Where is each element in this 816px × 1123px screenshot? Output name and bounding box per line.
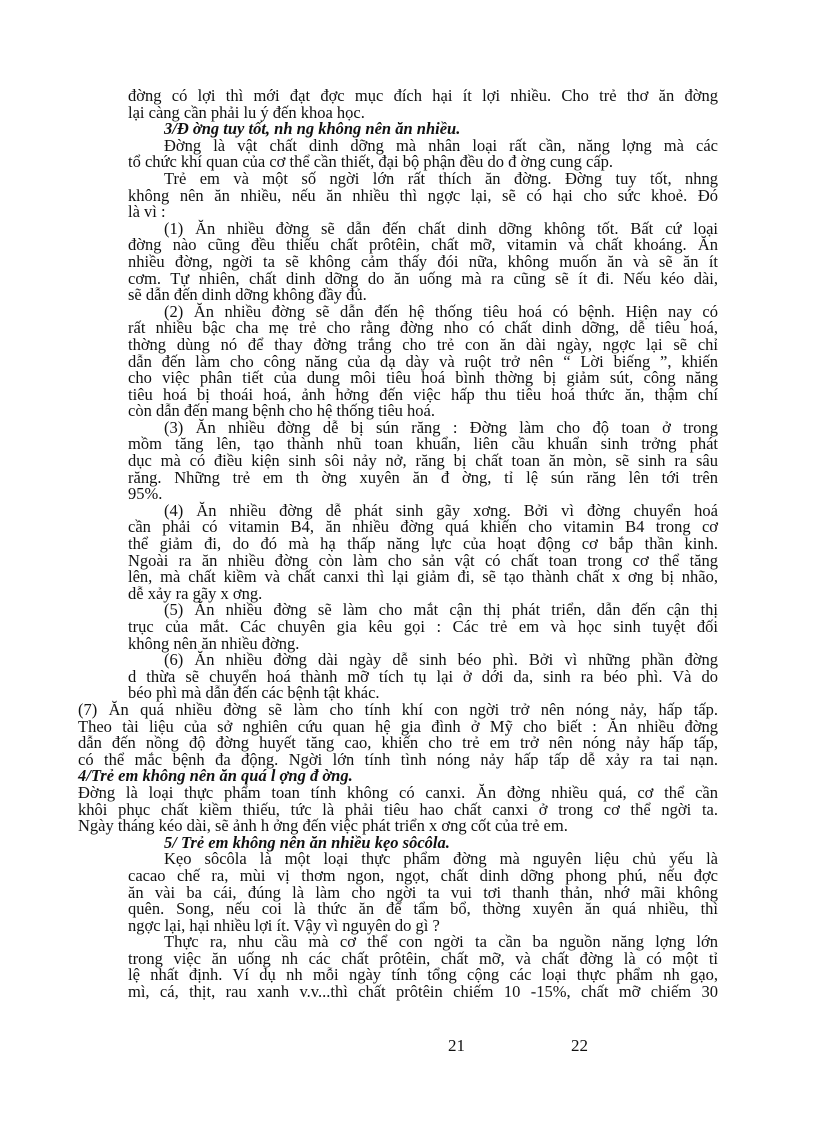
text-line: cần phải có vitamin B4, ăn nhiều đờng quá khiến cho vitamin B4 trong cơ <box>128 517 718 537</box>
text-line: béo phì mà dẫn đến các bệnh tật khác. <box>128 683 380 703</box>
text-line: đờng có lợi thì mới đạt đợc mục đích hại ít lợi nhiều. Cho trẻ thơ ăn đờng <box>128 86 718 105</box>
text-body <box>78 86 718 1002</box>
text-line: (3) Ăn nhiều đờng dễ bị sún răng : Đờng làm cho độ toan ở trong <box>164 417 718 437</box>
text-line: (2) Ăn nhiều đờng sẽ dẫn đến hệ thống tiêu hoá có bệnh. Hiện nay có <box>164 301 718 321</box>
text-line: dẫn đến làm cho công năng của dạ dày và ruột trở nên “ Lời biếng ”, khiến <box>128 351 718 371</box>
page-number-right: 22 <box>571 1036 588 1055</box>
text-line: Trẻ em và một số ngời lớn rất thích ăn đờng. Đờng tuy tốt, nhng <box>164 168 718 188</box>
text-line: Đờng là vật chất dinh dỡng mà nhân loại rất cần, năng lợng mà các <box>164 135 718 155</box>
text-line: dẫn đến nồng độ đờng huyết tăng cao, khiến cho trẻ em trở nên nóng nảy hấp tấp, <box>78 733 718 753</box>
text-line: nhiều đờng, ngời ta sẽ không cảm thấy đói nữa, không muốn ăn và sẽ ăn ít <box>128 251 718 271</box>
text-line: quên. Song, nếu coi là thức ăn để tẩm bổ, thờng xuyên ăn quá nhiều, thì <box>128 899 718 919</box>
text-line: mồm tăng lên, tạo thành nhũ toan khuẩn, liên cầu khuẩn sinh trởng phát <box>128 434 718 454</box>
text-line: thể giảm đi, do đó mà hạ thấp năng lực của hoạt động cơ bắp thần kinh. <box>128 534 718 554</box>
text-line: cơm. Tự nhiên, chất dinh dỡng do ăn uống mà ra cũng sẽ ít đi. Nếu kéo dài, <box>128 268 718 288</box>
text-line: khôi phục chất kiềm thiếu, tức là phải tiêu hao chất canxi ở trong cơ thể ngời ta. <box>78 799 718 819</box>
text-line: Ngoài ra ăn nhiều đờng còn làm cho sản vật có chất toan trong cơ thể tăng <box>128 550 718 570</box>
text-line: trục của mắt. Các chuyên gia kêu gọi : Các trẻ em và học sinh tuyệt đối <box>128 617 718 636</box>
section-heading: 3/Đ ờng tuy tốt, nh ng không nên ăn nhiều. <box>164 119 461 139</box>
text-line: trong việc ăn uống nh các chất prôtêin, chất mỡ, và chất đờng là có một tỉ <box>128 948 718 968</box>
text-line: ăn vài ba cái, đúng là làm cho ngời ta vui tơi thanh thản, nhớ mãi không <box>128 882 718 902</box>
text-line: tổ chức khí quan của cơ thể cần thiết, đại bộ phận đều do đ ờng cung cấp. <box>128 152 614 172</box>
section-heading: 5/ Trẻ em không nên ăn nhiều kẹo sôcôla. <box>164 832 450 852</box>
text-line: Theo tài liệu của sở nghiên cứu quan hệ gia đình ở Mỹ cho biết : Ăn nhiều đờng <box>78 716 718 736</box>
text-line: lệ nhất định. Ví dụ nh mỗi ngày tính tổng cộng các loại thực phẩm nh gạo, <box>128 965 718 985</box>
text-line: không nên ăn nhiều đờng. <box>128 633 300 653</box>
text-line: là vì : <box>128 202 166 222</box>
text-line: lên, mà chất kiềm và chất canxi thì lại giảm đi, sẽ tạo thành chất x ơng bị nhão, <box>128 567 718 587</box>
text-line: dục mà có điều kiện sinh sôi nảy nở, răng bị chất toan ăn mòn, sẽ sinh ra sâu <box>128 451 718 471</box>
text-line: dễ xảy ra gãy x ơng. <box>128 583 263 603</box>
text-line: còn dẫn đến mang bệnh cho hệ thống tiêu hoá. <box>128 401 435 421</box>
text-line: (5) Ăn nhiều đờng sẽ làm cho mắt cận thị phát triển, dẫn đến cận thị <box>164 600 718 620</box>
section-heading: 4/Trẻ em không nên ăn quá l ợng đ ờng. <box>78 766 353 786</box>
text-line: Kẹo sôcôla là một loại thực phẩm đờng mà nguyên liệu chủ yếu là <box>164 849 718 869</box>
page-number-left: 21 <box>448 1036 465 1055</box>
text-line: 95%. <box>128 484 163 504</box>
text-line: d thừa sẽ chuyển hoá thành mỡ tích tụ lại ở dới da, sinh ra béo phì. Và do <box>128 666 718 686</box>
text-line: lại càng cần phải lu ý đến khoa học. <box>128 102 365 122</box>
text-line: răng. Những trẻ em th ờng xuyên ăn đ ờng, tỉ lệ sún răng lên tới trên <box>128 467 718 487</box>
text-line: sẽ dẫn đến dinh dỡng không đầy đủ. <box>128 285 367 305</box>
text-line: ngợc lại, hại nhiều lợi ít. Vậy vì nguyên do gì ? <box>128 915 440 935</box>
text-line: cho việc phân tiết của dung môi tiêu hoá bình thờng bị giảm sút, công năng <box>128 368 718 388</box>
text-line: (4) Ăn nhiều đờng dễ phát sinh gãy xơng. Bởi vì đờng chuyển hoá <box>164 500 718 520</box>
text-line: tiêu hoá bị thoái hoá, ảnh hởng đến việc hấp thu tiêu hoá thức ăn, thậm chí <box>128 384 718 404</box>
text-line: đờng nào cũng đều thiếu chất prôtêin, chất mỡ, vitamin và chất khoáng. Ăn <box>128 235 718 255</box>
text-line: không nên ăn nhiều, nếu ăn nhiều thì ngợc lại, sẽ có hại cho sức khoẻ. Đó <box>128 185 718 205</box>
text-line: (1) Ăn nhiều đờng sẽ dẫn đến chất dinh dỡng không tốt. Bất cứ loại <box>164 218 718 238</box>
text-line: có thể mắc bệnh đa động. Ngời lớn tính tình nóng nảy hấp tấp dễ xảy ra tai nạn. <box>78 749 718 769</box>
text-line: rất nhiều bậc cha mẹ trẻ cho rằng đờng nho có chất dinh dỡng, dễ tiêu hoá, <box>128 318 718 338</box>
text-line: (6) Ăn nhiều đờng dài ngày dễ sinh béo phì. Bởi vì những phần đờng <box>164 650 718 670</box>
text-line: thờng dùng nó để thay đờng trắng cho trẻ con ăn dài ngày, ngợc lại sẽ chỉ <box>128 334 718 354</box>
text-line: mì, cá, thịt, rau xanh v.v...thì chất prôtêin chiếm 10 -15%, chất mỡ chiếm 30 <box>128 982 718 1002</box>
text-line: (7) Ăn quá nhiều đờng sẽ làm cho tính khí con ngời trở nên nóng nảy, hấp tấp. <box>78 699 718 719</box>
text-line: Thực ra, nhu cầu mà cơ thể con ngời ta cần ba nguồn năng lợng lớn <box>164 932 718 952</box>
text-line: Ngày tháng kéo dài, sẽ ảnh h ởng đến việc phát triển x ơng cốt của trẻ em. <box>78 816 568 836</box>
text-line: Đờng là loại thực phẩm toan tính không có canxi. Ăn đờng nhiều quá, cơ thể cần <box>78 782 718 802</box>
text-line: cacao chế ra, mùi vị thơm ngon, ngọt, chất dinh dỡng phong phú, nếu đợc <box>128 865 718 885</box>
